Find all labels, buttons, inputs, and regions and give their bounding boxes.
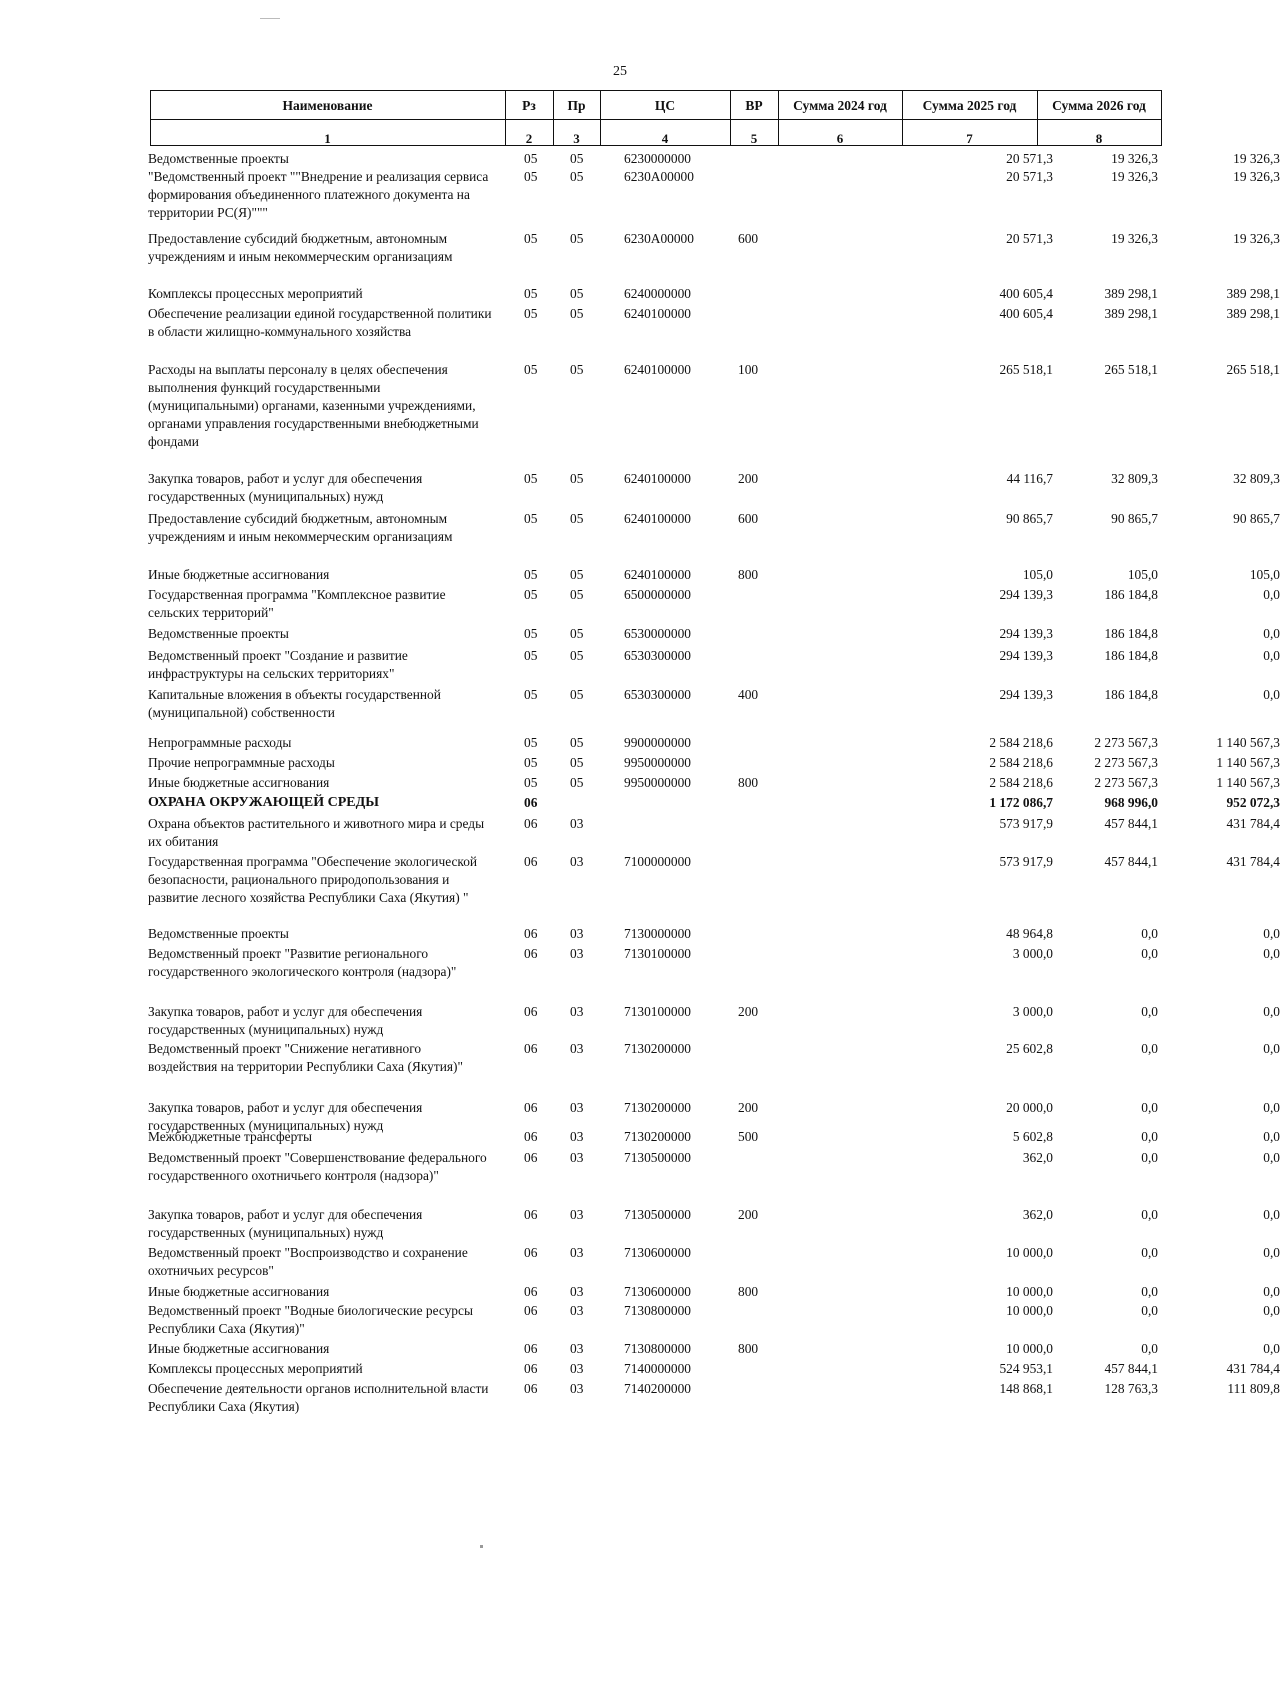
- cell-rz: 05: [524, 169, 538, 184]
- cell-rz: 06: [524, 795, 538, 810]
- cell-s3: 1 140 567,3: [1216, 755, 1280, 770]
- cell-cs: 6530300000: [624, 687, 691, 702]
- cell-name: Ведомственные проекты: [148, 926, 289, 941]
- cell-name: Обеспечение деятельности органов исполнительной власти Республики Саха (Якутия): [148, 1381, 489, 1414]
- cell-s3: 0,0: [1263, 926, 1280, 941]
- cell-rz: 06: [524, 1341, 538, 1356]
- cell-s3: 0,0: [1263, 1041, 1280, 1056]
- cell-s1: 44 116,7: [1006, 471, 1053, 486]
- cell-cs: 6230000000: [624, 151, 691, 166]
- cell-cs: 7130200000: [624, 1041, 691, 1056]
- cell-s1: 2 584 218,6: [989, 735, 1053, 750]
- cell-pr: 03: [570, 1004, 584, 1019]
- colnum-6: 6: [836, 131, 844, 146]
- cell-name: Ведомственный проект "Водные биологические ресурсы Республики Саха (Якутия)": [148, 1303, 473, 1336]
- cell-name: Расходы на выплаты персоналу в целях обеспечения выполнения функций государственными (муниципальными) органами, казенными учреждениями, органами управления государственными внебюджетными фондами: [148, 362, 479, 449]
- cell-name: Предоставление субсидий бюджетным, автономным учреждениям и иным некоммерческим организациям: [148, 231, 453, 264]
- cell-s1: 1 172 086,7: [989, 795, 1053, 810]
- cell-vr: 600: [738, 231, 759, 246]
- scan-mark: [480, 1545, 483, 1548]
- cell-s1: 524 953,1: [999, 1361, 1053, 1376]
- cell-pr: 05: [570, 511, 584, 526]
- cell-vr: 400: [738, 687, 759, 702]
- cell-cs: 9950000000: [624, 775, 691, 790]
- cell-s3: 0,0: [1263, 1129, 1280, 1144]
- cell-pr: 03: [570, 1284, 584, 1299]
- cell-s2: 32 809,3: [1111, 471, 1158, 486]
- cell-name: Предоставление субсидий бюджетным, автономным учреждениям и иным некоммерческим организациям: [148, 511, 453, 544]
- cell-s1: 5 602,8: [1012, 1129, 1053, 1144]
- cell-s2: 128 763,3: [1104, 1381, 1158, 1396]
- cell-s2: 186 184,8: [1104, 648, 1158, 663]
- cell-s2: 0,0: [1141, 1100, 1158, 1115]
- cell-cs: 7130800000: [624, 1303, 691, 1318]
- cell-s2: 389 298,1: [1104, 306, 1158, 321]
- cell-cs: 6230А00000: [624, 231, 694, 246]
- table-body: [148, 150, 1280, 1550]
- cell-rz: 05: [524, 735, 538, 750]
- cell-s3: 1 140 567,3: [1216, 775, 1280, 790]
- colnum-2: 2: [525, 131, 533, 146]
- cell-rz: 05: [524, 151, 538, 166]
- cell-pr: 05: [570, 286, 584, 301]
- cell-s3: 90 865,7: [1233, 511, 1280, 526]
- cell-s2: 186 184,8: [1104, 687, 1158, 702]
- header-sum-2025: Сумма 2025 год: [922, 98, 1017, 113]
- scan-mark: [260, 18, 280, 19]
- cell-s2: 2 273 567,3: [1094, 775, 1158, 790]
- colnum-7: 7: [966, 131, 973, 146]
- cell-name: Закупка товаров, работ и услуг для обеспечения государственных (муниципальных) нужд: [148, 1207, 423, 1240]
- cell-vr: 800: [738, 1341, 759, 1356]
- cell-s3: 431 784,4: [1226, 816, 1280, 831]
- cell-rz: 06: [524, 1361, 538, 1376]
- cell-s2: 0,0: [1141, 1041, 1158, 1056]
- cell-pr: 05: [570, 735, 584, 750]
- page-number: 25: [613, 64, 627, 79]
- cell-s3: 19 326,3: [1233, 151, 1280, 166]
- cell-s3: 0,0: [1263, 587, 1280, 602]
- colnum-3: 3: [573, 131, 580, 146]
- cell-name: Ведомственный проект "Создание и развитие инфраструктуры на сельских территориях": [148, 648, 408, 681]
- cell-s2: 457 844,1: [1104, 816, 1158, 831]
- cell-cs: 7130500000: [624, 1207, 691, 1222]
- cell-cs: 6530300000: [624, 648, 691, 663]
- cell-s2: 0,0: [1141, 946, 1158, 961]
- cell-name: Межбюджетные трансферты: [148, 1129, 312, 1144]
- cell-pr: 03: [570, 1207, 584, 1222]
- cell-s1: 20 571,3: [1006, 169, 1053, 184]
- cell-pr: 03: [570, 1341, 584, 1356]
- header-vr: ВР: [745, 98, 763, 113]
- cell-s3: 0,0: [1263, 1207, 1280, 1222]
- cell-s1: 148 868,1: [999, 1381, 1053, 1396]
- colnum-4: 4: [661, 131, 669, 146]
- cell-rz: 05: [524, 687, 538, 702]
- cell-s1: 25 602,8: [1006, 1041, 1053, 1056]
- cell-cs: 6240100000: [624, 567, 691, 582]
- cell-s2: 186 184,8: [1104, 587, 1158, 602]
- cell-name: Охрана объектов растительного и животного мира и среды их обитания: [148, 816, 485, 849]
- cell-s1: 10 000,0: [1006, 1284, 1053, 1299]
- cell-s2: 105,0: [1127, 567, 1158, 582]
- cell-pr: 03: [570, 926, 584, 941]
- cell-rz: 06: [524, 1381, 538, 1396]
- cell-vr: 200: [738, 1207, 759, 1222]
- header-name: Наименование: [282, 98, 373, 113]
- cell-s1: 10 000,0: [1006, 1245, 1053, 1260]
- cell-pr: 03: [570, 1129, 584, 1144]
- cell-name: ОХРАНА ОКРУЖАЮЩЕЙ СРЕДЫ: [148, 795, 379, 810]
- colnum-5: 5: [750, 131, 758, 146]
- cell-rz: 05: [524, 626, 538, 641]
- cell-rz: 05: [524, 362, 538, 377]
- cell-s1: 90 865,7: [1006, 511, 1053, 526]
- cell-s1: 294 139,3: [999, 648, 1053, 663]
- cell-s1: 48 964,8: [1006, 926, 1053, 941]
- cell-s2: 0,0: [1141, 1284, 1158, 1299]
- cell-name: Прочие непрограммные расходы: [148, 755, 335, 770]
- cell-rz: 06: [524, 1150, 538, 1165]
- header-sum-2024: Сумма 2024 год: [793, 98, 887, 113]
- cell-rz: 05: [524, 286, 538, 301]
- cell-s3: 389 298,1: [1226, 306, 1280, 321]
- cell-s3: 0,0: [1263, 946, 1280, 961]
- cell-pr: 05: [570, 362, 584, 377]
- cell-pr: 05: [570, 587, 584, 602]
- cell-cs: 6240100000: [624, 471, 691, 486]
- cell-name: Обеспечение реализации единой государственной политики в области жилищно-коммунального хозяйства: [148, 306, 492, 339]
- cell-s3: 0,0: [1263, 1341, 1280, 1356]
- header-sum-2026: Сумма 2026 год: [1052, 98, 1146, 113]
- cell-cs: 6240100000: [624, 306, 691, 321]
- cell-name: Ведомственный проект "Воспроизводство и сохранение охотничьих ресурсов": [148, 1245, 468, 1278]
- cell-s3: 431 784,4: [1226, 1361, 1280, 1376]
- cell-name: Ведомственный проект "Совершенствование федерального государственного охотничьего контроля (надзора)": [148, 1150, 487, 1183]
- cell-name: Иные бюджетные ассигнования: [148, 567, 330, 582]
- cell-s2: 0,0: [1141, 1004, 1158, 1019]
- cell-rz: 06: [524, 1207, 538, 1222]
- cell-vr: 200: [738, 1004, 759, 1019]
- cell-cs: 7130200000: [624, 1129, 691, 1144]
- cell-s2: 0,0: [1141, 1207, 1158, 1222]
- cell-cs: 6530000000: [624, 626, 691, 641]
- cell-s3: 105,0: [1249, 567, 1280, 582]
- cell-cs: 7130100000: [624, 946, 691, 961]
- cell-s2: 968 996,0: [1104, 795, 1158, 810]
- cell-s1: 20 000,0: [1006, 1100, 1053, 1115]
- cell-rz: 05: [524, 587, 538, 602]
- cell-name: Ведомственные проекты: [148, 626, 289, 641]
- cell-s2: 0,0: [1141, 926, 1158, 941]
- cell-s3: 389 298,1: [1226, 286, 1280, 301]
- cell-pr: 03: [570, 946, 584, 961]
- cell-name: Комплексы процессных мероприятий: [148, 286, 363, 301]
- cell-s2: 0,0: [1141, 1129, 1158, 1144]
- cell-s3: 0,0: [1263, 626, 1280, 641]
- cell-name: Ведомственный проект "Снижение негативного воздействия на территории Республики Саха (Якутия)": [148, 1041, 463, 1074]
- cell-name: Иные бюджетные ассигнования: [148, 775, 330, 790]
- cell-vr: 100: [738, 362, 759, 377]
- cell-rz: 06: [524, 1303, 538, 1318]
- cell-rz: 06: [524, 1004, 538, 1019]
- cell-s3: 0,0: [1263, 1150, 1280, 1165]
- cell-name: Капитальные вложения в объекты государственной (муниципальной) собственности: [148, 687, 441, 720]
- cell-rz: 05: [524, 775, 538, 790]
- cell-pr: 05: [570, 169, 584, 184]
- cell-cs: 7130600000: [624, 1245, 691, 1260]
- cell-s3: 1 140 567,3: [1216, 735, 1280, 750]
- cell-s1: 294 139,3: [999, 587, 1053, 602]
- cell-name: Закупка товаров, работ и услуг для обеспечения государственных (муниципальных) нужд: [148, 1004, 423, 1037]
- cell-cs: 7140200000: [624, 1381, 691, 1396]
- cell-vr: 500: [738, 1129, 759, 1144]
- cell-name: Государственная программа "Обеспечение экологической безопасности, рационального природопользования и развитие лесного хозяйства Республики Саха (Якутия) ": [148, 854, 478, 905]
- cell-name: Закупка товаров, работ и услуг для обеспечения государственных (муниципальных) нужд: [148, 471, 423, 504]
- cell-s2: 457 844,1: [1104, 854, 1158, 869]
- cell-cs: 9950000000: [624, 755, 691, 770]
- cell-s1: 10 000,0: [1006, 1303, 1053, 1318]
- cell-cs: 6240100000: [624, 511, 691, 526]
- cell-rz: 05: [524, 471, 538, 486]
- cell-s1: 400 605,4: [999, 286, 1053, 301]
- cell-vr: 600: [738, 511, 759, 526]
- cell-cs: 6240100000: [624, 362, 691, 377]
- cell-s1: 105,0: [1022, 567, 1053, 582]
- cell-vr: 800: [738, 775, 759, 790]
- cell-s3: 32 809,3: [1233, 471, 1280, 486]
- cell-s3: 265 518,1: [1226, 362, 1280, 377]
- cell-cs: 6230А00000: [624, 169, 694, 184]
- cell-name: Непрограммные расходы: [148, 735, 292, 750]
- cell-pr: 05: [570, 687, 584, 702]
- cell-pr: 03: [570, 1381, 584, 1396]
- cell-vr: 200: [738, 1100, 759, 1115]
- cell-s3: 19 326,3: [1233, 169, 1280, 184]
- cell-s3: 111 809,8: [1227, 1381, 1280, 1396]
- cell-s2: 19 326,3: [1111, 231, 1158, 246]
- cell-s3: 0,0: [1263, 1004, 1280, 1019]
- cell-s2: 2 273 567,3: [1094, 755, 1158, 770]
- cell-cs: 7130800000: [624, 1341, 691, 1356]
- cell-s2: 0,0: [1141, 1150, 1158, 1165]
- colnum-8: 8: [1095, 131, 1103, 146]
- cell-rz: 06: [524, 1245, 538, 1260]
- cell-s3: 0,0: [1263, 1303, 1280, 1318]
- cell-cs: 7130100000: [624, 1004, 691, 1019]
- cell-rz: 06: [524, 1284, 538, 1299]
- cell-s1: 2 584 218,6: [989, 775, 1053, 790]
- cell-rz: 06: [524, 1100, 538, 1115]
- cell-name: Ведомственные проекты: [148, 151, 289, 166]
- cell-s2: 19 326,3: [1111, 151, 1158, 166]
- cell-s2: 186 184,8: [1104, 626, 1158, 641]
- cell-rz: 05: [524, 755, 538, 770]
- cell-s2: 0,0: [1141, 1245, 1158, 1260]
- cell-cs: 7130200000: [624, 1100, 691, 1115]
- cell-pr: 03: [570, 1041, 584, 1056]
- header-rz: Рз: [522, 98, 536, 113]
- cell-s3: 0,0: [1263, 687, 1280, 702]
- cell-pr: 03: [570, 1303, 584, 1318]
- cell-s3: 0,0: [1263, 648, 1280, 663]
- cell-name: Ведомственный проект "Развитие регионального государственного экологического контроля (надзора)": [148, 946, 457, 979]
- cell-rz: 06: [524, 946, 538, 961]
- cell-s1: 20 571,3: [1006, 231, 1053, 246]
- cell-pr: 05: [570, 755, 584, 770]
- cell-name: "Ведомственный проект ""Внедрение и реализация сервиса формирования объединенного платежного документа на территории РС(Я)""": [148, 169, 489, 220]
- cell-s1: 20 571,3: [1006, 151, 1053, 166]
- cell-s1: 362,0: [1022, 1150, 1053, 1165]
- cell-pr: 05: [570, 775, 584, 790]
- cell-s2: 457 844,1: [1104, 1361, 1158, 1376]
- cell-name: Иные бюджетные ассигнования: [148, 1341, 330, 1356]
- cell-cs: 7100000000: [624, 854, 691, 869]
- cell-s1: 573 917,9: [999, 816, 1053, 831]
- cell-rz: 05: [524, 306, 538, 321]
- cell-s2: 19 326,3: [1111, 169, 1158, 184]
- cell-pr: 05: [570, 648, 584, 663]
- cell-cs: 6500000000: [624, 587, 691, 602]
- cell-vr: 200: [738, 471, 759, 486]
- cell-s3: 0,0: [1263, 1284, 1280, 1299]
- header-pr: Пр: [567, 98, 586, 113]
- cell-rz: 06: [524, 1041, 538, 1056]
- cell-s3: 952 072,3: [1226, 795, 1280, 810]
- cell-rz: 06: [524, 1129, 538, 1144]
- cell-s1: 400 605,4: [999, 306, 1053, 321]
- cell-cs: 9900000000: [624, 735, 691, 750]
- cell-s3: 19 326,3: [1233, 231, 1280, 246]
- cell-name: Иные бюджетные ассигнования: [148, 1284, 330, 1299]
- cell-pr: 03: [570, 854, 584, 869]
- cell-s2: 90 865,7: [1111, 511, 1158, 526]
- table-header: [150, 90, 1162, 146]
- cell-s1: 3 000,0: [1012, 1004, 1053, 1019]
- cell-rz: 06: [524, 926, 538, 941]
- cell-s1: 294 139,3: [999, 626, 1053, 641]
- cell-rz: 05: [524, 231, 538, 246]
- cell-rz: 05: [524, 567, 538, 582]
- cell-s1: 3 000,0: [1012, 946, 1053, 961]
- cell-pr: 05: [570, 626, 584, 641]
- cell-s3: 0,0: [1263, 1245, 1280, 1260]
- cell-s2: 2 273 567,3: [1094, 735, 1158, 750]
- cell-pr: 03: [570, 1100, 584, 1115]
- cell-rz: 06: [524, 816, 538, 831]
- cell-pr: 05: [570, 471, 584, 486]
- cell-s2: 0,0: [1141, 1303, 1158, 1318]
- cell-s1: 10 000,0: [1006, 1341, 1053, 1356]
- cell-s3: 0,0: [1263, 1100, 1280, 1115]
- cell-s2: 265 518,1: [1104, 362, 1158, 377]
- cell-pr: 05: [570, 151, 584, 166]
- cell-pr: 03: [570, 1150, 584, 1165]
- cell-name: Комплексы процессных мероприятий: [148, 1361, 363, 1376]
- cell-cs: 7130500000: [624, 1150, 691, 1165]
- cell-s2: 389 298,1: [1104, 286, 1158, 301]
- cell-cs: 7130000000: [624, 926, 691, 941]
- colnum-1: 1: [324, 131, 331, 146]
- cell-name: Закупка товаров, работ и услуг для обеспечения государственных (муниципальных) нужд: [148, 1100, 423, 1133]
- cell-rz: 05: [524, 648, 538, 663]
- cell-vr: 800: [738, 1284, 759, 1299]
- cell-name: Государственная программа "Комплексное развитие сельских территорий": [148, 587, 446, 620]
- cell-s1: 265 518,1: [999, 362, 1053, 377]
- cell-vr: 800: [738, 567, 759, 582]
- cell-pr: 05: [570, 306, 584, 321]
- cell-s1: 294 139,3: [999, 687, 1053, 702]
- header-cs: ЦС: [654, 98, 676, 113]
- cell-cs: 7140000000: [624, 1361, 691, 1376]
- cell-cs: 6240000000: [624, 286, 691, 301]
- cell-rz: 05: [524, 511, 538, 526]
- cell-s1: 573 917,9: [999, 854, 1053, 869]
- cell-pr: 03: [570, 816, 584, 831]
- cell-pr: 05: [570, 567, 584, 582]
- cell-s1: 362,0: [1022, 1207, 1053, 1222]
- cell-cs: 7130600000: [624, 1284, 691, 1299]
- cell-pr: 03: [570, 1245, 584, 1260]
- cell-s1: 2 584 218,6: [989, 755, 1053, 770]
- cell-rz: 06: [524, 854, 538, 869]
- cell-pr: 05: [570, 231, 584, 246]
- cell-pr: 03: [570, 1361, 584, 1376]
- cell-s3: 431 784,4: [1226, 854, 1280, 869]
- cell-s2: 0,0: [1141, 1341, 1158, 1356]
